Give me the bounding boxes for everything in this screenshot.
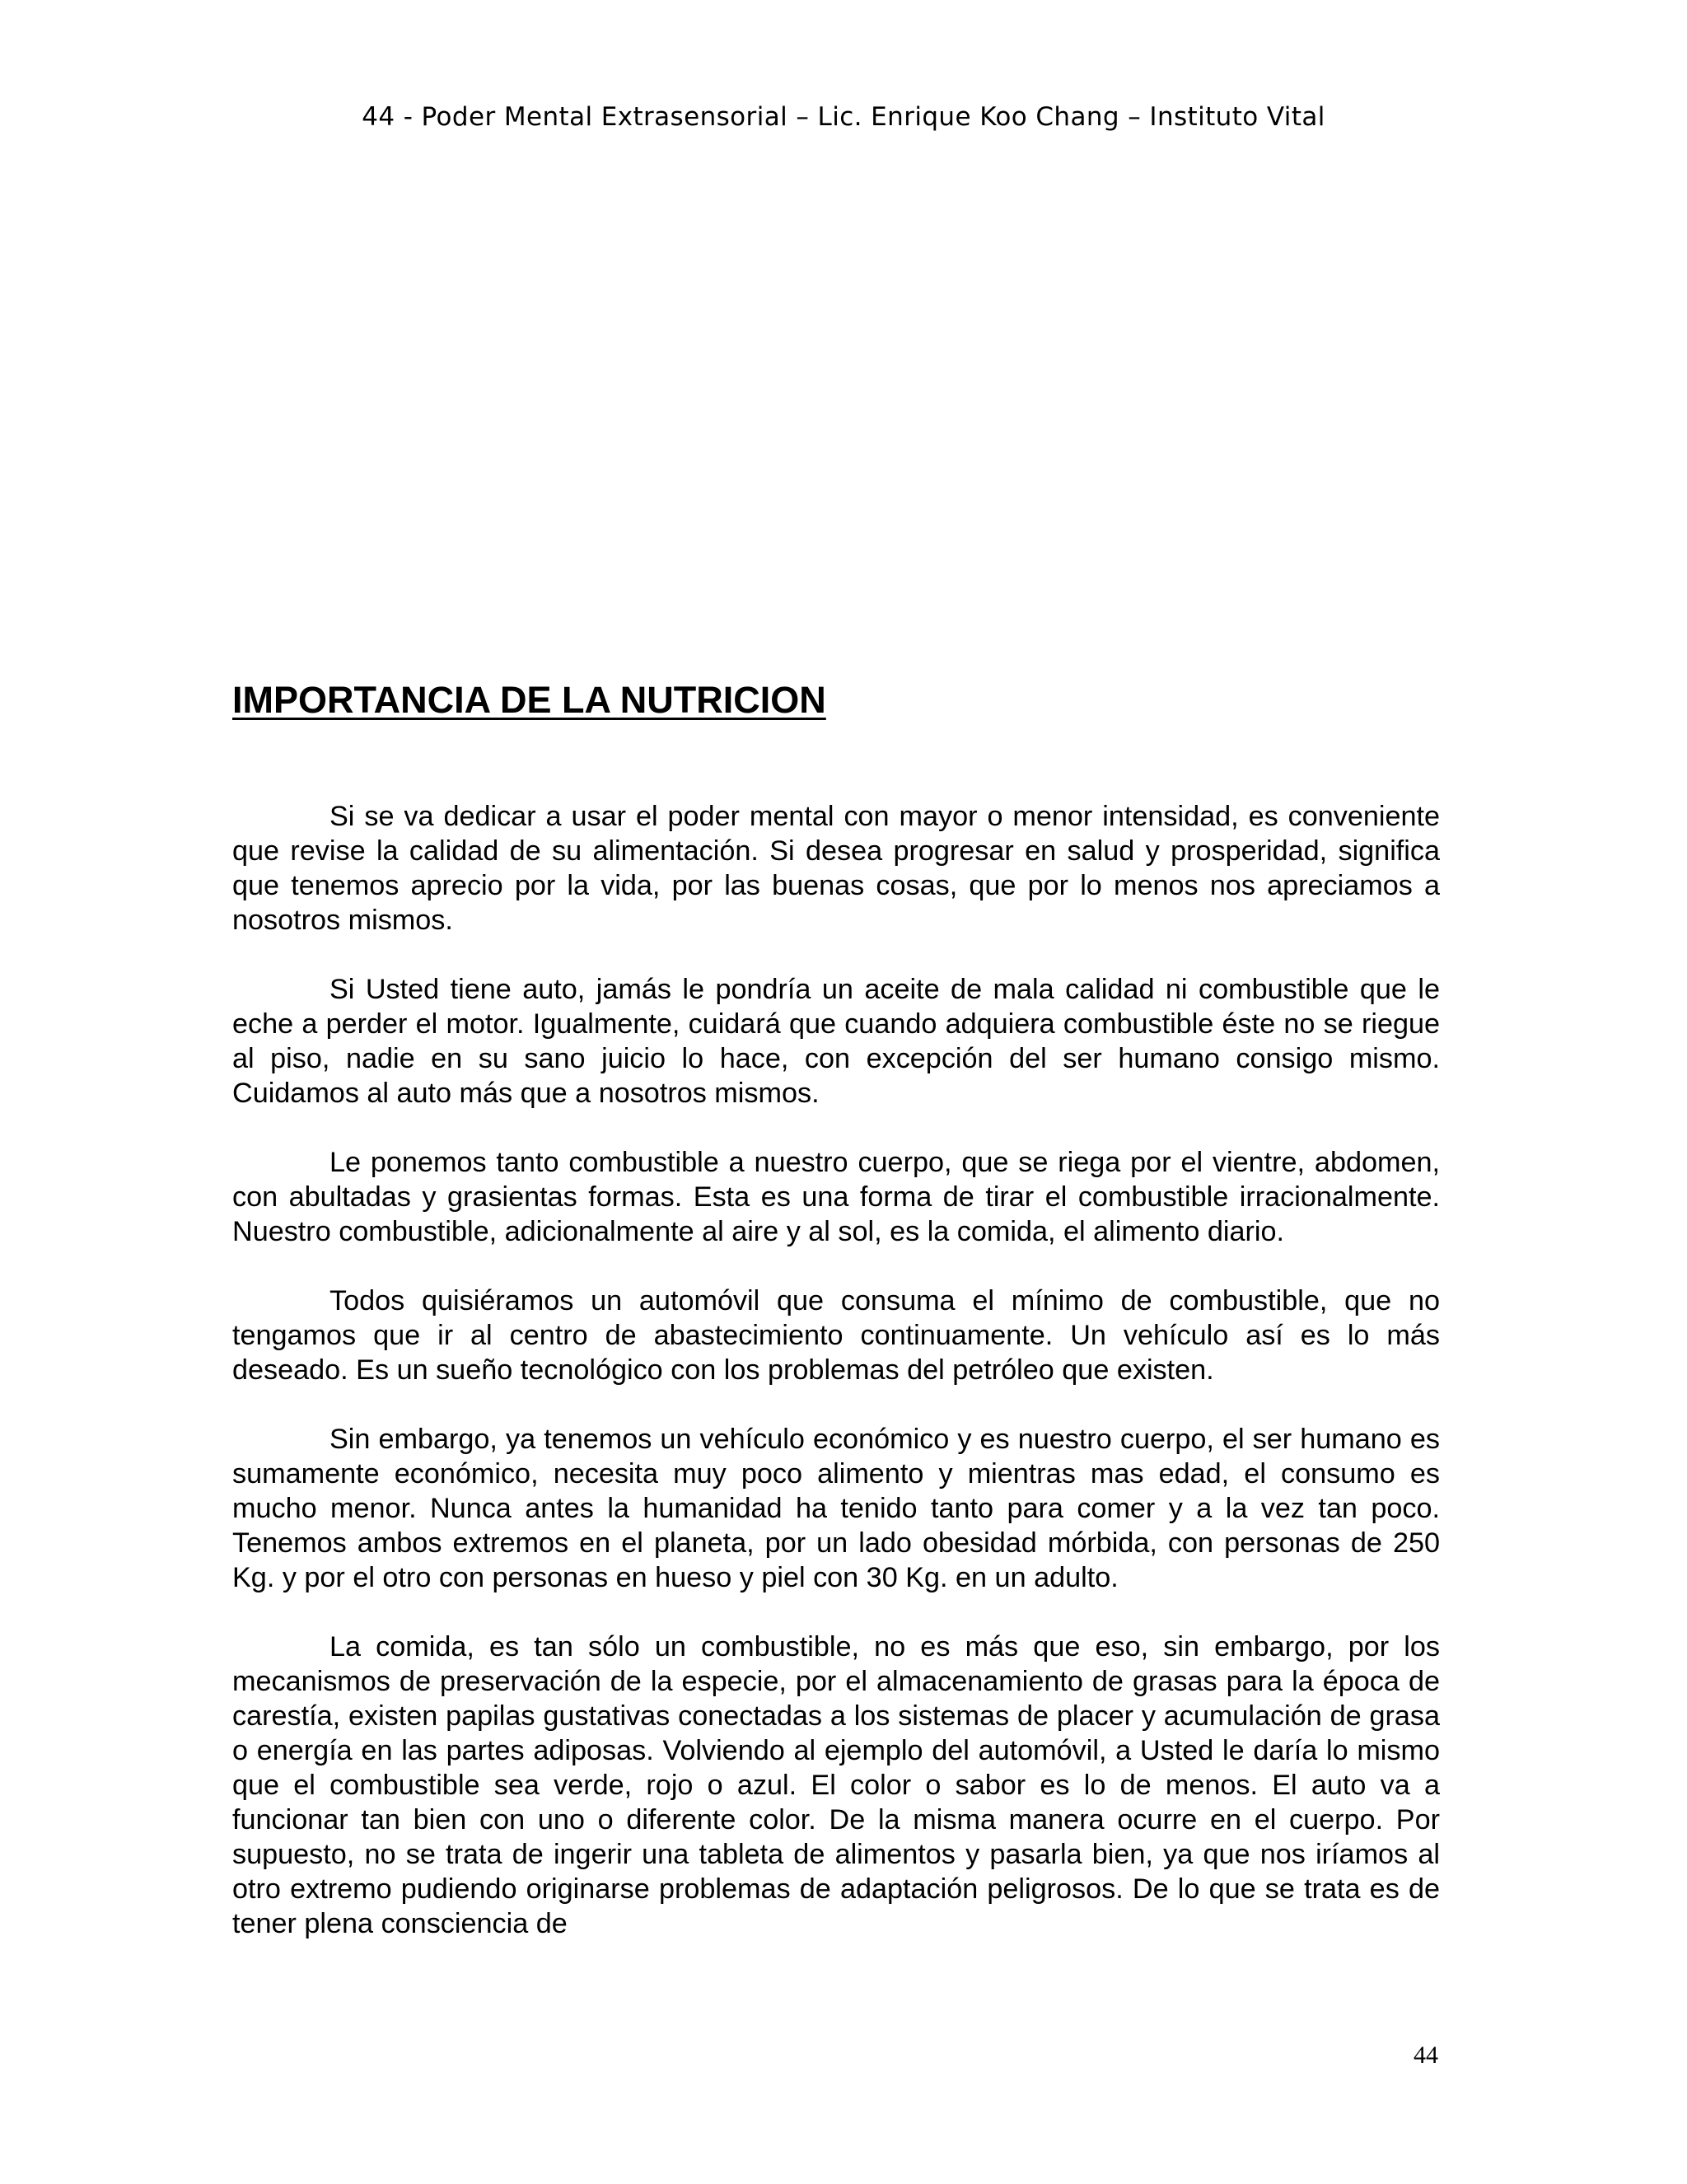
paragraph-1: Si se va dedicar a usar el poder mental con mayor o menor intensidad, es conveniente que revise la calidad de su alimentación. Si desea progresar en salud y prosperidad, significa que tenemos aprecio por la vida, por las buenas cosas, que por lo menos nos apreciamos a nosotros mismos. [232,801,1440,936]
running-header: 44 - Poder Mental Extrasensorial – Lic. Enrique Koo Chang – Instituto Vital [362,102,1325,132]
page-content [232,676,1440,1976]
paragraph-6: La comida, es tan sólo un combustible, no es más que eso, sin embargo, por los mecanismos de preservación de la especie, por el almacenamiento de grasas para la época de carestía, existen papilas gustativas conectadas a los sistemas de placer y acumulación de grasa o energía en las partes adiposas. Volviendo al ejemplo del automóvil, a Usted le daría lo mismo que el combustible sea verde, rojo o azul. El color o sabor es lo de menos. El auto va a funcionar tan bien con uno o diferente color. De la misma manera ocurre en el cuerpo. Por supuesto, no se trata de ingerir una tableta de alimentos y pasarla bien, ya que nos iríamos al otro extremo pudiendo originarse problemas de adaptación peligrosos. De lo que se trata es de tener plena consciencia de [232,1631,1440,1939]
page-number: 44 [1414,2041,1438,2069]
paragraph-3: Le ponemos tanto combustible a nuestro cuerpo, que se riega por el vientre, abdomen, con abultadas y grasientas formas. Esta es una forma de tirar el combustible irracionalmente. Nuestro combustible, adicionalmente al aire y al sol, es la comida, el alimento diario. [232,1147,1440,1247]
paragraph-5: Sin embargo, ya tenemos un vehículo económico y es nuestro cuerpo, el ser humano es sumamente económico, necesita muy poco alimento y mientras mas edad, el consumo es mucho menor. Nunca antes la humanidad ha tenido tanto para comer y a la vez tan poco. Tenemos ambos extremos en el planeta, por un lado obesidad mórbida, con personas de 250 Kg. y por el otro con personas en hueso y piel con 30 Kg. en un adulto. [232,1424,1440,1593]
section-title: IMPORTANCIA DE LA NUTRICION [232,679,826,721]
paragraph-4: Todos quisiéramos un automóvil que consuma el mínimo de combustible, que no tengamos que ir al centro de abastecimiento continuamente. Un vehículo así es lo más deseado. Es un sueño tecnológico con los problemas del petróleo que existen. [232,1285,1440,1386]
paragraph-2: Si Usted tiene auto, jamás le pondría un aceite de mala calidad ni combustible que le eche a perder el motor. Igualmente, cuidará que cuando adquiera combustible éste no se riegue al piso, nadie en su sano juicio lo hace, con excepción del ser humano consigo mismo. Cuidamos al auto más que a nosotros mismos. [232,974,1440,1109]
